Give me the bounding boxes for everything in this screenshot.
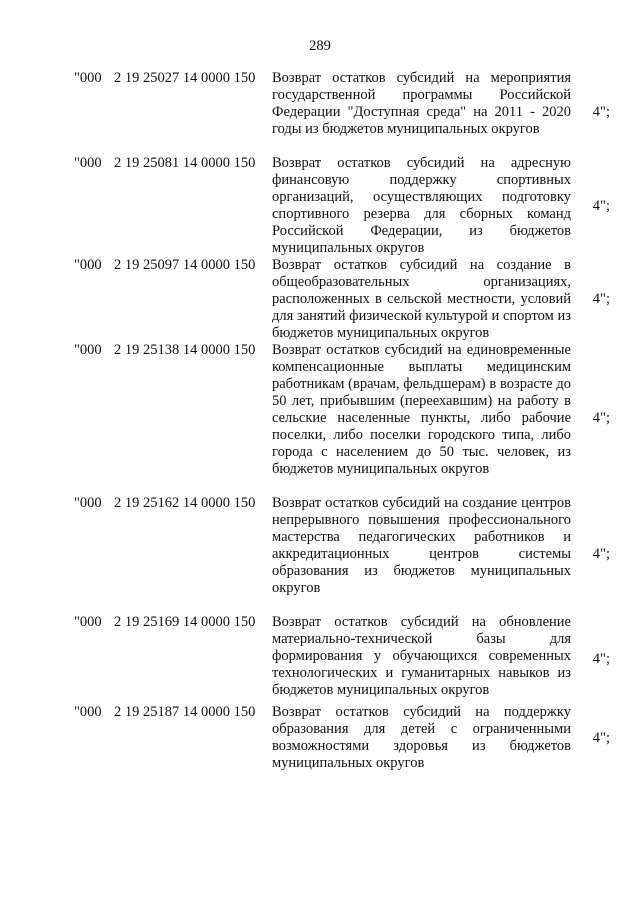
budget-code-table	[74, 70, 610, 772]
description-cell: Возврат остатков субсидий на единовременные компенсационные выплаты медицинским работникам (врачам, фельдшерам) в возрасте до 50 лет, прибывшим (переехавшим) на работу в сельские населенные пункты, либо рабочие поселки, либо поселки городского типа, либо города с населением до 50 тыс. человек, из бюджетов муниципальных округов	[272, 342, 571, 477]
code-prefix: "000	[74, 704, 102, 720]
table-row	[74, 342, 610, 495]
budget-code-cell	[74, 257, 272, 342]
code-prefix: "000	[74, 495, 102, 511]
code-prefix: "000	[74, 614, 102, 630]
table-row	[74, 704, 610, 772]
budget-code: 2 19 25187 14 0000 150	[114, 704, 256, 720]
budget-code-cell	[74, 70, 272, 155]
table-row	[74, 614, 610, 704]
budget-code-cell	[74, 614, 272, 704]
page-number: 289	[309, 38, 331, 54]
budget-code: 2 19 25169 14 0000 150	[114, 614, 256, 630]
row-suffix: 4";	[592, 291, 610, 307]
budget-code-cell	[74, 342, 272, 495]
row-suffix: 4";	[592, 410, 610, 426]
budget-code-cell	[74, 704, 272, 772]
code-prefix: "000	[74, 70, 102, 86]
budget-code: 2 19 25162 14 0000 150	[114, 495, 256, 511]
table-row	[74, 495, 610, 614]
description-cell: Возврат остатков субсидий на адресную финансовую поддержку спортивных организаций, осуществляющих подготовку спортивного резерва для сборных команд Российской Федерации, из бюджетов муниципальных округов	[272, 155, 571, 256]
table-row	[74, 257, 610, 342]
budget-code: 2 19 25097 14 0000 150	[114, 257, 256, 273]
budget-code: 2 19 25027 14 0000 150	[114, 70, 256, 86]
description-cell: Возврат остатков субсидий на мероприятия государственной программы Российской Федерации "Доступная среда" на 2011 - 2020 годы из бюджетов муниципальных округов	[272, 70, 571, 137]
description-cell: Возврат остатков субсидий на обновление материально-технической базы для формирования у обучающихся современных технологических и гуманитарных навыков из бюджетов муниципальных округов	[272, 614, 571, 698]
table-row	[74, 70, 610, 155]
row-suffix: 4";	[592, 650, 610, 667]
description-cell: Возврат остатков субсидий на создание в общеобразовательных организациях, расположенных в сельской местности, условий для занятий физической культурой и спортом из бюджетов муниципальных округов	[272, 257, 571, 341]
code-prefix: "000	[74, 155, 102, 171]
row-suffix: 4";	[592, 546, 610, 562]
row-suffix: 4";	[592, 104, 610, 120]
description-cell: Возврат остатков субсидий на создание центров непрерывного повышения профессионального мастерства педагогических работников и аккредитационных центров системы образования из бюджетов муниципальных округов	[272, 495, 571, 596]
row-suffix: 4";	[592, 729, 610, 746]
budget-code: 2 19 25138 14 0000 150	[114, 342, 256, 358]
row-suffix: 4";	[592, 197, 610, 214]
code-prefix: "000	[74, 257, 102, 273]
description-cell: Возврат остатков субсидий на поддержку образования для детей с ограниченными возможностями здоровья из бюджетов муниципальных округов	[272, 704, 571, 771]
budget-code-cell	[74, 155, 272, 257]
budget-code-cell	[74, 495, 272, 614]
budget-code: 2 19 25081 14 0000 150	[114, 155, 256, 171]
table-row	[74, 155, 610, 257]
code-prefix: "000	[74, 342, 102, 358]
